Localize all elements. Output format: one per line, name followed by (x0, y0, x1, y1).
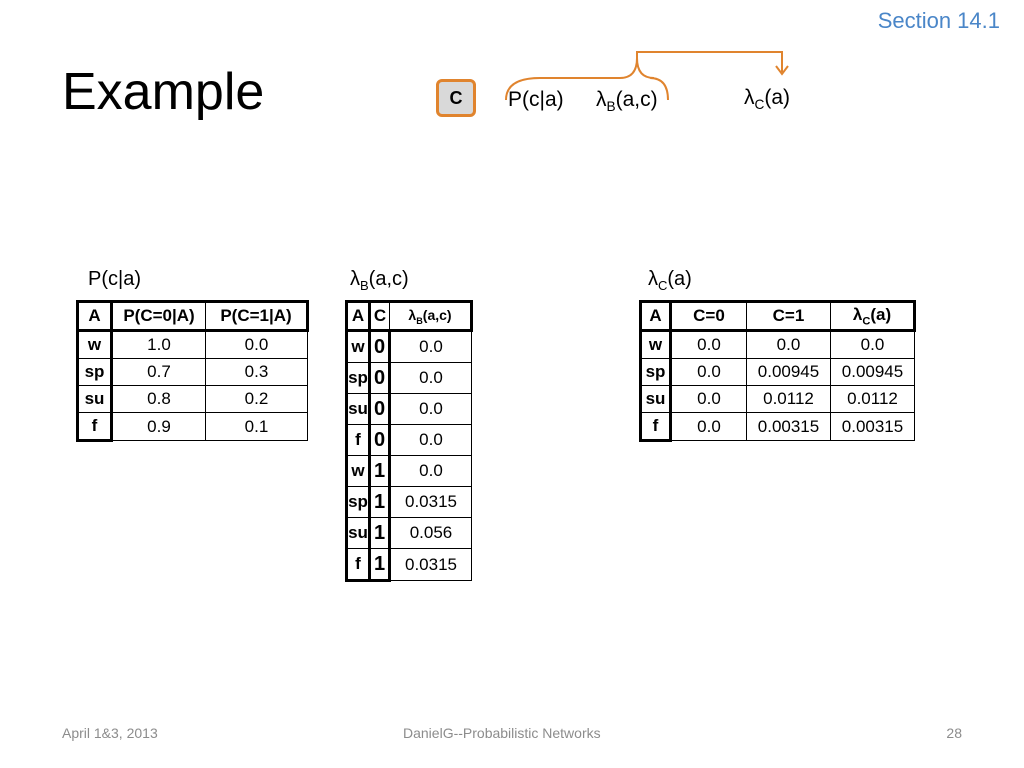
row-key: su (347, 518, 370, 549)
row-key: f (78, 413, 112, 441)
table-row (641, 413, 915, 441)
c-value: 1 (370, 518, 390, 549)
cell: 0.0 (390, 331, 472, 363)
table-row (641, 386, 915, 413)
row-key: su (78, 386, 112, 413)
table-row (347, 549, 472, 581)
table-row (347, 487, 472, 518)
row-key: sp (347, 363, 370, 394)
table3-caption: $\lambda_C(a)$ (648, 268, 692, 293)
conditional-probability-table (76, 300, 309, 442)
cell: 0.0 (206, 331, 308, 359)
cell: 0.0 (390, 425, 472, 456)
c-value: 1 (370, 549, 390, 581)
arrow-line (637, 52, 782, 72)
table-row (347, 456, 472, 487)
header-a: A (641, 302, 671, 331)
table-row (78, 413, 308, 441)
message-lambda-b: $\lambda_B(a,c)$ (596, 88, 658, 115)
c-value: 1 (370, 456, 390, 487)
header-lambda-b: $\lambda_B(a,c)$ (390, 302, 472, 331)
cell: 0.0 (671, 386, 747, 413)
table1-caption: P(c|a) (88, 268, 141, 290)
table2-caption: $\lambda_B(a,c)$ (350, 268, 409, 293)
row-key: f (347, 425, 370, 456)
cell: 0.2 (206, 386, 308, 413)
section-label: Section 14.1 (877, 8, 1000, 33)
cell: 0.0315 (390, 549, 472, 581)
table-row (347, 331, 472, 363)
header-c0: C=0 (671, 302, 747, 331)
header-lambda-c: $\lambda_C(a)$ (831, 302, 915, 331)
header-a: A (78, 302, 112, 331)
table-row (347, 363, 472, 394)
row-key: sp (347, 487, 370, 518)
cell: 0.0 (671, 413, 747, 441)
cell: 0.00945 (831, 359, 915, 386)
cell: 0.0 (671, 359, 747, 386)
table-row (78, 331, 308, 359)
table-row (347, 394, 472, 425)
cell: 0.7 (112, 359, 206, 386)
cell: 0.0112 (747, 386, 831, 413)
footer-title: DanielG--Probabilistic Networks (403, 725, 601, 741)
cell: 0.9 (112, 413, 206, 441)
cell: 0.0 (390, 394, 472, 425)
cell: 0.0315 (390, 487, 472, 518)
footer-date: April 1&3, 2013 (62, 725, 158, 741)
message-p-c-a: P(c|a) (508, 88, 564, 111)
c-value: 1 (370, 487, 390, 518)
row-key: w (78, 331, 112, 359)
row-key: sp (78, 359, 112, 386)
cell: 0.1 (206, 413, 308, 441)
c-value: 0 (370, 394, 390, 425)
table-row (347, 425, 472, 456)
cell: 0.0 (671, 331, 747, 359)
row-key: sp (641, 359, 671, 386)
cell: 0.00945 (747, 359, 831, 386)
table-row (347, 518, 472, 549)
cell: 0.0112 (831, 386, 915, 413)
table-row (78, 386, 308, 413)
table-row (78, 359, 308, 386)
row-key: su (641, 386, 671, 413)
header-p-c1: P(C=1|A) (206, 302, 308, 331)
cell: 0.00315 (831, 413, 915, 441)
table-row (641, 359, 915, 386)
page-number: 28 (946, 725, 962, 741)
cell: 0.0 (390, 456, 472, 487)
node-c: C (436, 79, 476, 117)
message-lambda-c: $\lambda_C(a)$ (744, 86, 791, 113)
row-key: w (347, 456, 370, 487)
cell: 0.00315 (747, 413, 831, 441)
c-value: 0 (370, 331, 390, 363)
header-p-c0: P(C=0|A) (112, 302, 206, 331)
cell: 0.056 (390, 518, 472, 549)
lambda-b-table (345, 300, 473, 582)
row-key: f (641, 413, 671, 441)
header-c1: C=1 (747, 302, 831, 331)
cell: 0.0 (831, 331, 915, 359)
cell: 0.0 (390, 363, 472, 394)
slide-title: Example (62, 63, 265, 121)
lambda-c-table (639, 300, 916, 442)
row-key: su (347, 394, 370, 425)
row-key: w (347, 331, 370, 363)
table-row (641, 331, 915, 359)
c-value: 0 (370, 363, 390, 394)
cell: 1.0 (112, 331, 206, 359)
row-key: f (347, 549, 370, 581)
header-a: A (347, 302, 370, 331)
header-c: C (370, 302, 390, 331)
cell: 0.3 (206, 359, 308, 386)
row-key: w (641, 331, 671, 359)
cell: 0.0 (747, 331, 831, 359)
c-value: 0 (370, 425, 390, 456)
cell: 0.8 (112, 386, 206, 413)
